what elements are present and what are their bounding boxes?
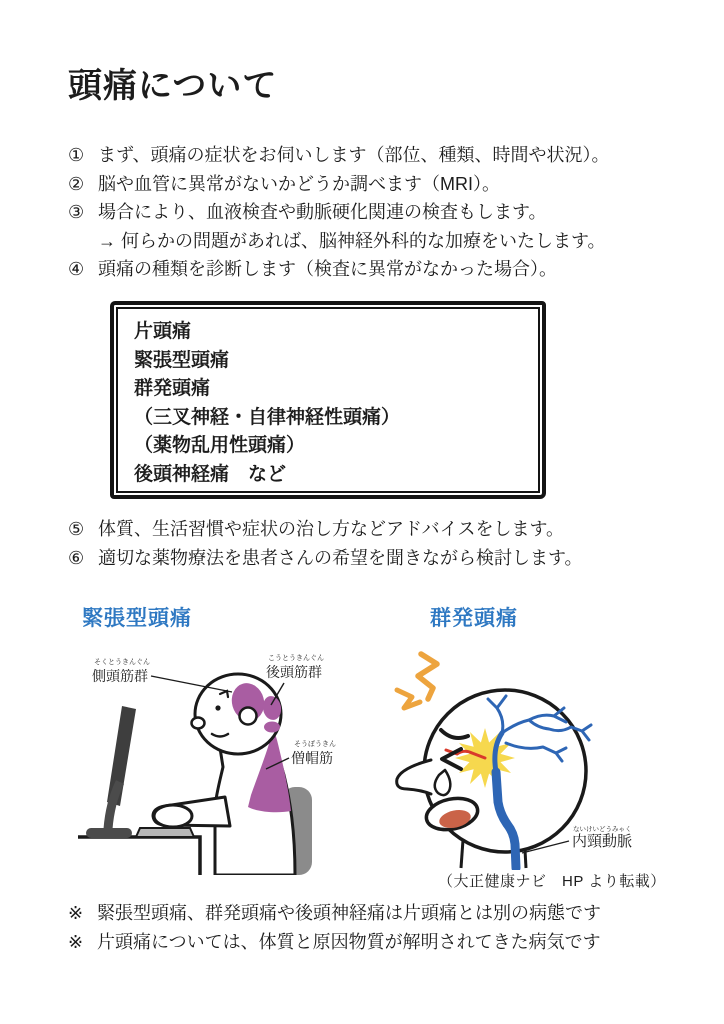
hand <box>154 805 192 827</box>
monitor-base <box>86 828 132 838</box>
step-number: ① <box>68 145 85 165</box>
headache-type: 後頭神経痛 など <box>134 463 287 485</box>
step-number: ⑥ <box>68 547 85 568</box>
step-number: ② <box>68 173 85 194</box>
cluster-headache-heading: 群発頭痛 <box>430 607 518 630</box>
pain-flash-icon <box>418 654 437 699</box>
note-text: 緊張型頭痛、群発頭痛や後頭神経痛は片頭痛とは別の病態です <box>97 903 601 923</box>
list-item <box>68 255 610 284</box>
neck-line <box>461 840 463 868</box>
step-text: 場合により、血液検査や動脈硬化関連の検査もします。 <box>98 202 547 222</box>
occipital-muscle-ruby: こうとうきんぐん <box>268 655 324 662</box>
step-text: まず、頭痛の症状をお伺いします（部位、種類、時間や状況）。 <box>98 145 610 165</box>
page-title: 頭痛について <box>68 67 278 105</box>
step-text: 脳や血管に異常がないかどうか調べます（MRI）。 <box>98 173 500 194</box>
footnote <box>68 928 601 957</box>
step-text: → 何らかの問題があれば、脳神経外科的な加療をいたします。 <box>98 230 606 251</box>
headache-type: （薬物乱用性頭痛） <box>134 435 306 456</box>
list-item <box>68 170 610 199</box>
keyboard <box>136 828 194 837</box>
list-item <box>68 198 610 227</box>
monitor-screen <box>107 706 136 806</box>
tension-headache-illustration <box>70 645 360 875</box>
list-item <box>68 141 610 170</box>
desk <box>78 837 200 875</box>
trapezius-muscle-label: 僧帽筋 <box>291 750 333 766</box>
procedure-list-continued <box>68 515 583 572</box>
step-text: 体質、生活習慣や症状の治し方などアドバイスをします。 <box>98 519 565 539</box>
occipital-muscle-highlight <box>264 722 280 733</box>
note-marker: ※ <box>68 932 84 952</box>
step-text: 頭痛の種類を診断します（検査に異常がなかった場合）。 <box>98 259 557 279</box>
headache-types-box <box>110 301 546 499</box>
step-number: ③ <box>68 202 85 222</box>
image-credit: （大正健康ナビ HP より転載） <box>438 873 666 890</box>
note-text: 片頭痛については、体質と原因物質が解明されてきた病気です <box>97 932 601 952</box>
carotid-artery-label: 内頸動脈 <box>572 833 633 850</box>
nose <box>397 760 431 794</box>
occipital-muscle-label: 後頭筋群 <box>266 664 322 680</box>
list-item <box>68 515 583 544</box>
pain-flash-icon <box>397 690 420 708</box>
ear <box>240 708 257 725</box>
list-item <box>68 544 583 573</box>
note-marker: ※ <box>68 903 84 923</box>
headache-type: 緊張型頭痛 <box>134 349 230 371</box>
carotid-artery-ruby: ないけいどうみゃく <box>573 826 632 833</box>
temporal-muscle-ruby: そくとうきんぐん <box>94 659 150 666</box>
nose <box>192 718 205 729</box>
headache-type: 群発頭痛 <box>134 378 211 399</box>
headache-type: 片頭痛 <box>134 321 192 342</box>
trapezius-muscle-ruby: そうぼうきん <box>294 741 336 748</box>
step-text: 適切な薬物療法を患者さんの希望を聞きながら検討します。 <box>98 547 583 568</box>
cluster-headache-illustration <box>385 642 680 870</box>
eye <box>215 705 220 710</box>
headache-type: （三叉神経・自律神経性頭痛） <box>134 406 401 428</box>
procedure-list <box>68 141 610 284</box>
temporal-muscle-label: 側頭筋群 <box>92 668 148 684</box>
tension-headache-heading: 緊張型頭痛 <box>82 607 192 630</box>
list-item-sub <box>68 227 610 256</box>
step-number: ④ <box>68 259 85 279</box>
footnote <box>68 899 601 928</box>
footnotes <box>68 899 601 957</box>
step-number: ⑤ <box>68 519 85 539</box>
